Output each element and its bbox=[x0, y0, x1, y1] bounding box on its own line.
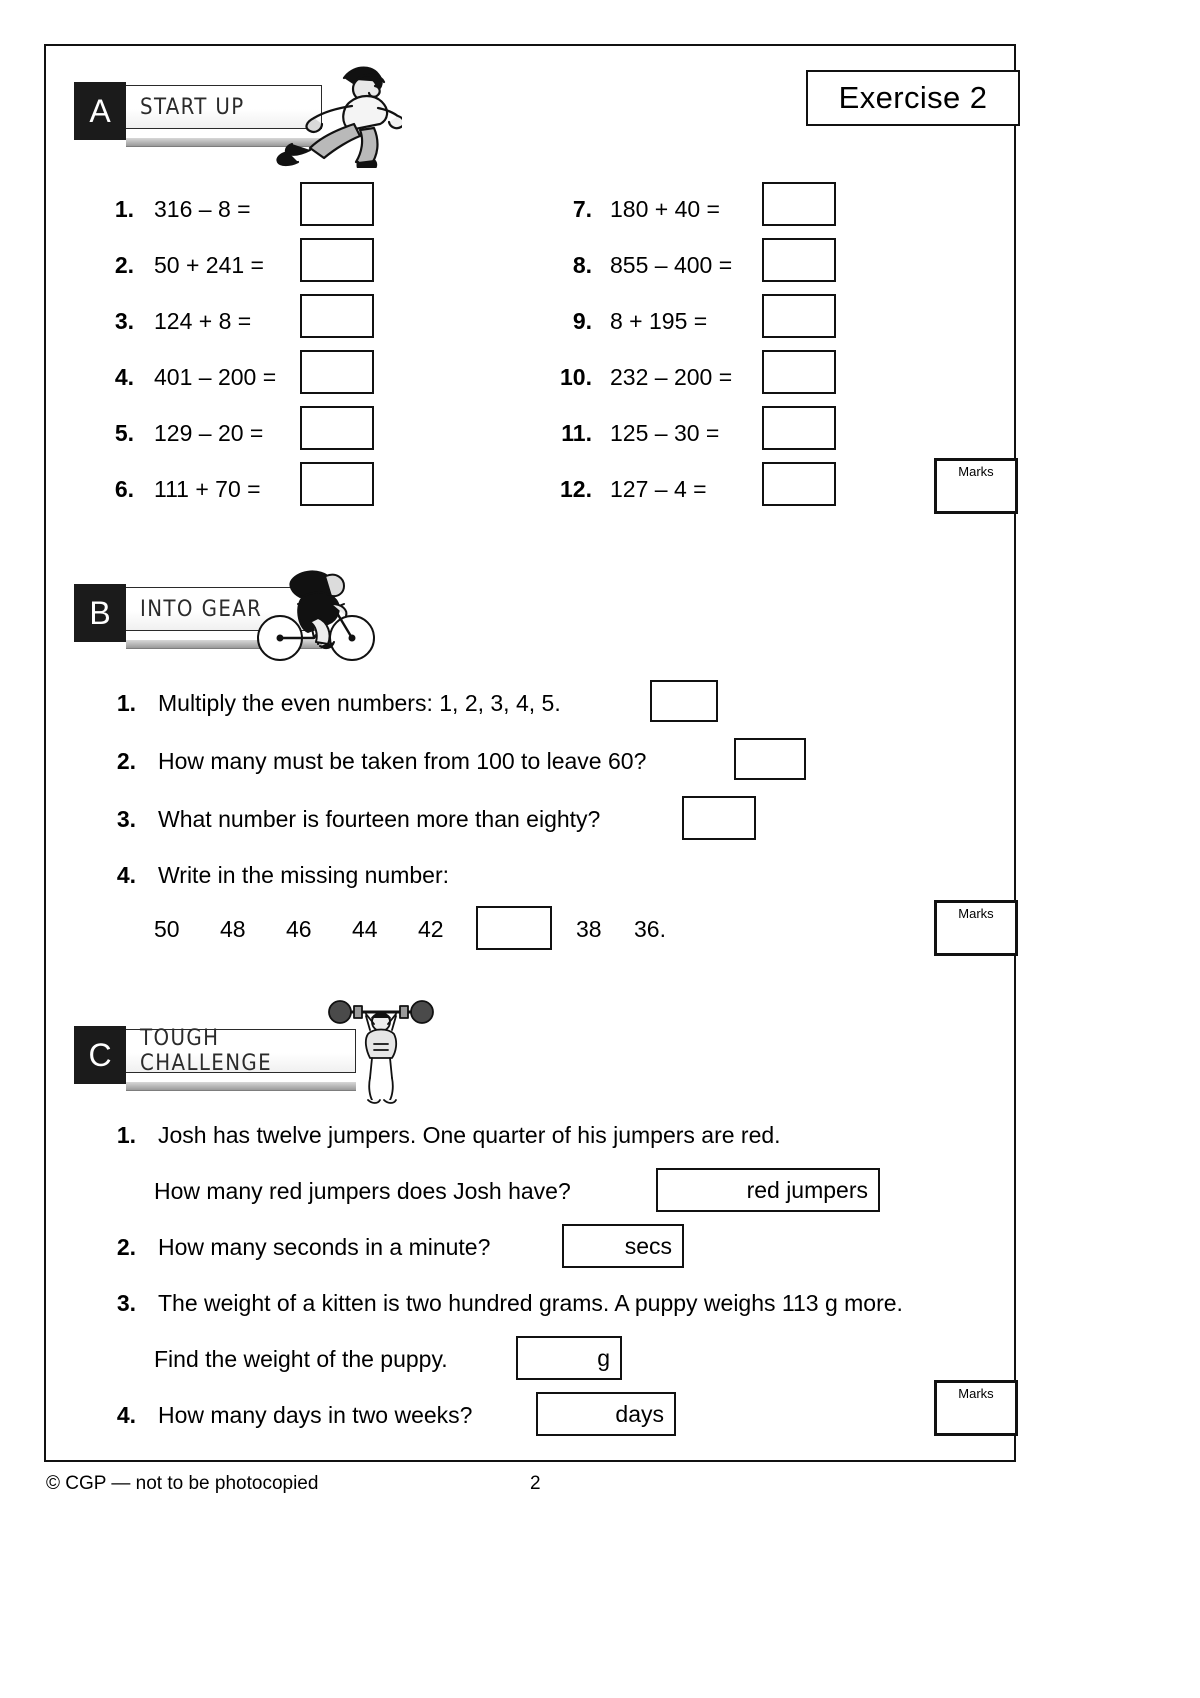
question-text: Find the weight of the puppy. bbox=[154, 1346, 448, 1372]
question-row bbox=[106, 748, 646, 775]
question-number: 3. bbox=[116, 1290, 136, 1316]
question-row bbox=[100, 420, 263, 447]
question-number: 3. bbox=[116, 806, 136, 832]
question-number: 4. bbox=[116, 1402, 136, 1428]
section-c-letter: C bbox=[74, 1026, 126, 1084]
answer-box[interactable] bbox=[300, 350, 374, 394]
question-row bbox=[106, 1402, 472, 1429]
answer-box[interactable] bbox=[516, 1336, 622, 1380]
question-text: How many seconds in a minute? bbox=[158, 1234, 491, 1260]
answer-box[interactable] bbox=[734, 738, 806, 780]
section-c-banner-shadow bbox=[126, 1082, 356, 1091]
answer-box[interactable] bbox=[300, 462, 374, 506]
question-text: What number is fourteen more than eighty? bbox=[158, 806, 601, 832]
question-number: 4. bbox=[116, 862, 136, 888]
marks-label: Marks bbox=[958, 464, 994, 479]
question-text: How many days in two weeks? bbox=[158, 1402, 473, 1428]
answer-box[interactable] bbox=[762, 406, 836, 450]
question-text: Josh has twelve jumpers. One quarter of his jumpers are red. bbox=[158, 1122, 781, 1148]
marks-label: Marks bbox=[958, 906, 994, 921]
answer-box[interactable] bbox=[762, 182, 836, 226]
exercise-title-box bbox=[806, 70, 1020, 126]
question-number: 5. bbox=[114, 420, 134, 446]
answer-box[interactable] bbox=[300, 406, 374, 450]
question-row bbox=[106, 862, 449, 889]
question-row bbox=[100, 476, 261, 503]
question-row bbox=[106, 1290, 903, 1317]
question-number: 2. bbox=[114, 252, 134, 278]
question-text: Write in the missing number: bbox=[158, 862, 450, 888]
answer-box[interactable] bbox=[650, 680, 718, 722]
question-number: 11. bbox=[561, 420, 592, 446]
question-row bbox=[552, 196, 720, 223]
question-number: 9. bbox=[572, 308, 592, 334]
question-text: 111 + 70 = bbox=[154, 476, 261, 502]
answer-box[interactable] bbox=[300, 238, 374, 282]
section-b-letter: B bbox=[74, 584, 126, 642]
question-row bbox=[100, 308, 251, 335]
answer-unit-label: days bbox=[615, 1400, 664, 1427]
sequence-value: 38 bbox=[576, 916, 602, 942]
answer-box[interactable] bbox=[682, 796, 756, 840]
question-number: 1. bbox=[114, 196, 134, 222]
question-text: 316 – 8 = bbox=[154, 196, 251, 222]
question-text: 124 + 8 = bbox=[154, 308, 252, 334]
question-row bbox=[552, 476, 707, 503]
answer-box[interactable] bbox=[536, 1392, 676, 1436]
answer-box[interactable] bbox=[476, 906, 552, 950]
question-number: 10. bbox=[560, 364, 592, 390]
question-text: 127 – 4 = bbox=[610, 476, 707, 502]
answer-box[interactable] bbox=[656, 1168, 880, 1212]
question-number: 1. bbox=[116, 690, 136, 716]
answer-unit-label: red jumpers bbox=[746, 1176, 868, 1203]
question-number: 12. bbox=[560, 476, 592, 502]
question-row bbox=[552, 364, 732, 391]
cyclist-illustration bbox=[248, 560, 388, 665]
question-number: 2. bbox=[116, 748, 136, 774]
sequence-value: 42 bbox=[418, 916, 444, 942]
question-text: 125 – 30 = bbox=[610, 420, 720, 446]
question-row bbox=[100, 252, 264, 279]
question-number: 8. bbox=[572, 252, 592, 278]
page-number: 2 bbox=[530, 1473, 541, 1494]
question-row bbox=[106, 1234, 490, 1261]
sequence-value: 44 bbox=[352, 916, 378, 942]
sequence-value: 48 bbox=[220, 916, 246, 942]
question-row bbox=[106, 806, 600, 833]
marks-box[interactable] bbox=[934, 900, 1018, 956]
copyright-notice: © CGP — not to be photocopied bbox=[46, 1473, 319, 1494]
answer-box[interactable] bbox=[762, 350, 836, 394]
running-man-illustration bbox=[232, 58, 402, 168]
question-text: 401 – 200 = bbox=[154, 364, 277, 390]
section-b-label: INTO GEAR bbox=[126, 587, 322, 631]
question-row bbox=[552, 420, 719, 447]
question-text: Multiply the even numbers: 1, 2, 3, 4, 5. bbox=[158, 690, 561, 716]
weightlifter-illustration bbox=[326, 996, 436, 1106]
answer-box[interactable] bbox=[762, 238, 836, 282]
sequence-value: 46 bbox=[286, 916, 312, 942]
section-a-label: START UP bbox=[126, 85, 322, 129]
question-number: 6. bbox=[114, 476, 134, 502]
question-text: 50 + 241 = bbox=[154, 252, 264, 278]
answer-unit-label: g bbox=[597, 1344, 610, 1371]
answer-box[interactable] bbox=[762, 294, 836, 338]
question-row bbox=[100, 196, 251, 223]
answer-box[interactable] bbox=[562, 1224, 684, 1268]
question-text: 8 + 195 = bbox=[610, 308, 708, 334]
question-number: 1. bbox=[116, 1122, 136, 1148]
question-text: 855 – 400 = bbox=[610, 252, 733, 278]
answer-unit-label: secs bbox=[624, 1232, 672, 1259]
section-c-banner bbox=[74, 1026, 356, 1088]
marks-label: Marks bbox=[958, 1386, 994, 1401]
question-number: 2. bbox=[116, 1234, 136, 1260]
question-row bbox=[106, 690, 561, 717]
question-number: 4. bbox=[114, 364, 134, 390]
question-row bbox=[154, 1178, 571, 1205]
answer-box[interactable] bbox=[300, 182, 374, 226]
question-number: 3. bbox=[114, 308, 134, 334]
question-text: The weight of a kitten is two hundred grams. A puppy weighs 113 g more. bbox=[158, 1290, 903, 1316]
marks-box[interactable] bbox=[934, 1380, 1018, 1436]
question-text: 129 – 20 = bbox=[154, 420, 264, 446]
question-number: 7. bbox=[572, 196, 592, 222]
number-sequence bbox=[154, 916, 692, 943]
section-c-label: TOUGH CHALLENGE bbox=[126, 1029, 356, 1073]
sequence-value: 50 bbox=[154, 916, 180, 942]
question-row bbox=[154, 1346, 448, 1373]
question-text: 180 + 40 = bbox=[610, 196, 720, 222]
question-row bbox=[552, 308, 707, 335]
section-a-letter: A bbox=[74, 82, 126, 140]
question-text: How many red jumpers does Josh have? bbox=[154, 1178, 571, 1204]
answer-box[interactable] bbox=[762, 462, 836, 506]
question-text: How many must be taken from 100 to leave 60? bbox=[158, 748, 647, 774]
question-row bbox=[100, 364, 276, 391]
question-text: 232 – 200 = bbox=[610, 364, 733, 390]
question-row bbox=[106, 1122, 781, 1149]
sequence-value: 36. bbox=[634, 916, 666, 942]
answer-box[interactable] bbox=[300, 294, 374, 338]
marks-box[interactable] bbox=[934, 458, 1018, 514]
question-row bbox=[552, 252, 732, 279]
exercise-title-text: Exercise 2 bbox=[838, 80, 988, 115]
